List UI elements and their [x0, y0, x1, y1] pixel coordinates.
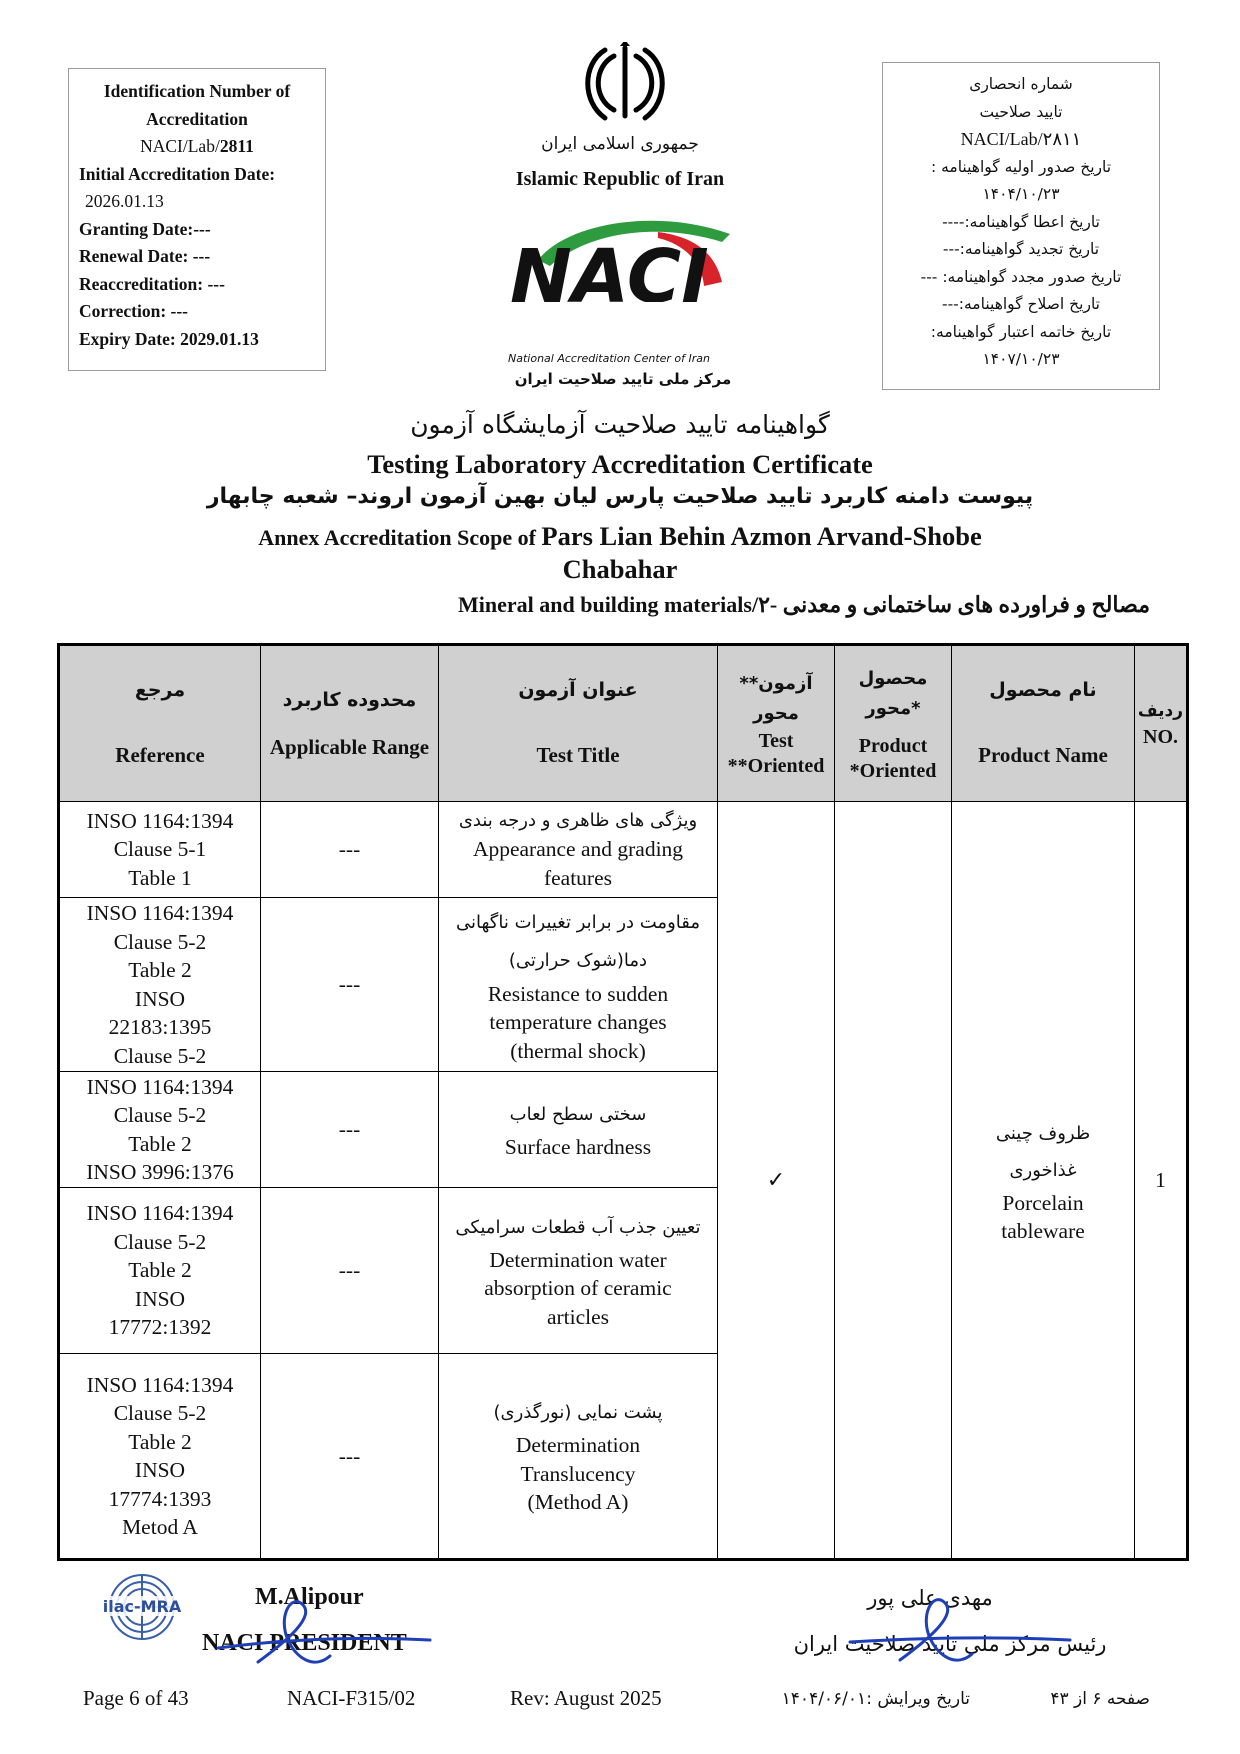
ref-line: INSO 1164:1394 [86, 1201, 234, 1226]
signature-fa [840, 1594, 1080, 1678]
test-title-fa: پشت نمایی (نورگذری) [493, 1402, 663, 1424]
product-name-en: Porcelain tableware [1001, 1190, 1085, 1243]
fa-line6: تاریخ اعطا گواهینامه:---- [942, 212, 1100, 231]
ref-line: Clause 5-1 [113, 837, 207, 862]
product-name-cell [952, 802, 1135, 1560]
signature-en [198, 1596, 438, 1680]
annex-title-fa: پیوست دامنه کاربرد تایید صلاحیت پارس لیان بهین آزمون اروند– شعبه چابهار [206, 484, 1034, 509]
signer-en: M.Alipour [255, 1584, 364, 1610]
header-product-oriented [835, 645, 952, 802]
ref-cell [59, 802, 261, 898]
annex-title-en-b: Pars Lian Behin Azmon Arvand-Shobe [541, 521, 982, 551]
row-number-cell: 1 [1135, 802, 1188, 1560]
header-test-oriented-fa: آزمون** محور [739, 672, 813, 724]
form-code: NACI-F315/02 [287, 1686, 416, 1710]
logo-sub-fa: مرکز ملی تایید صلاحیت ایران [514, 370, 732, 388]
id-line1: Identification Number of [103, 81, 291, 101]
ref-cell [59, 1188, 261, 1354]
product-oriented-cell [835, 802, 952, 1560]
id-correction: Correction: --- [79, 301, 188, 321]
test-title-fa: سختی سطح لعاب [509, 1104, 647, 1126]
id-initial-date: 2026.01.13 [85, 191, 164, 211]
test-title-en: Determination water absorption of ceramic articles [484, 1247, 672, 1329]
range-cell: --- [261, 802, 439, 898]
fa-line9: تاریخ اصلاح گواهینامه:--- [942, 295, 1100, 313]
annex-title-en [140, 521, 1100, 552]
test-title-cell [439, 898, 718, 1072]
test-title-en: Appearance and grading features [472, 837, 684, 890]
title-fa: گواهینامه تایید صلاحیت آزمایشگاه آزمون [410, 410, 830, 439]
id-reaccreditation: Reaccreditation: --- [79, 273, 225, 294]
ilac-logo-text: ilac-MRA [102, 1597, 182, 1616]
test-oriented-cell [718, 802, 835, 1560]
test-title-cell [439, 802, 718, 898]
id-initial-label: Initial Accreditation Date: [79, 163, 276, 184]
naci-logo [508, 212, 738, 302]
header-reference [59, 645, 261, 802]
header-product-oriented-fa: محصول محور* [858, 667, 928, 719]
ref-line: Metod A [122, 1515, 198, 1539]
range-cell: --- [261, 1188, 439, 1354]
fa-line3: NACI/Lab/۲۸۱۱ [960, 129, 1082, 149]
product-name-fa-2: غذاخوری [1009, 1159, 1077, 1181]
test-title-fa: مقاومت در برابر تغییرات ناگهانی دما(شوک حرارتی) [455, 911, 700, 971]
revision: Rev: August 2025 [510, 1686, 662, 1710]
id-line2: Accreditation [146, 108, 248, 129]
id-number-value: 2811 [219, 136, 254, 156]
role-fa: رئیس مرکز ملی تایید صلاحیت ایران [793, 1632, 1107, 1656]
signer-fa: مهدی علی پور [867, 1586, 993, 1610]
header-test-oriented-en: Test **Oriented [727, 729, 825, 777]
ref-line: INSO 1164:1394 [86, 808, 234, 833]
ref-line: 22183:1395 [108, 1015, 212, 1039]
header-no [1135, 645, 1188, 802]
id-expiry: Expiry Date: 2029.01.13 [79, 328, 259, 349]
fa-line8: تاریخ صدور مجدد گواهینامه: --- [920, 267, 1122, 286]
fa-line11: ۱۴۰۷/۱۰/۲۳ [982, 350, 1060, 368]
emblem-fa-text: جمهوری اسلامی ایران [541, 134, 699, 154]
id-number-prefix: NACI/Lab/ [140, 136, 220, 156]
ref-cell [59, 1072, 261, 1188]
header-test-oriented [718, 645, 835, 802]
fa-line7: تاریخ تجدید گواهینامه:--- [942, 240, 1100, 258]
scope-table [57, 643, 1189, 1561]
annex-title-en-c: Chabahar [562, 554, 678, 584]
header-reference-fa: مرجع [134, 679, 186, 701]
ref-line: 17772:1392 [108, 1315, 212, 1340]
page-fa: صفحه ۶ از ۴۳ [1050, 1689, 1150, 1709]
id-granting: Granting Date:--- [79, 218, 211, 239]
annex-title-en-a: Annex Accreditation Scope of [258, 525, 542, 550]
identification-box [68, 68, 326, 371]
ref-line: INSO [134, 1286, 186, 1311]
header-product-name-fa: نام محصول [989, 679, 1097, 701]
ref-line: Clause 5-2 [113, 1103, 207, 1127]
header-test-title [439, 645, 718, 802]
test-title-fa: تعیین جذب آب قطعات سرامیکی [455, 1216, 701, 1238]
section-heading: Mineral and building materials/مصالح و فراورده های ساختمانی و معدنی -۲ [458, 592, 1150, 617]
header-reference-en: Reference [115, 743, 205, 767]
header-range-en: Applicable Range [269, 734, 430, 759]
ref-cell [59, 1354, 261, 1560]
ref-line: INSO 3996:1376 [86, 1160, 234, 1184]
persian-id-box [882, 62, 1160, 390]
ref-line: INSO [134, 986, 186, 1011]
test-title-en: Resistance to sudden temperature changes (thermal shock) [487, 981, 669, 1063]
page-en: Page 6 of 43 [83, 1686, 189, 1710]
product-name-fa-1: ظروف چینی [995, 1122, 1091, 1144]
ilac-mra-logo [92, 1572, 192, 1642]
ref-cell [59, 898, 261, 1072]
ref-line: Clause 5-2 [113, 1401, 207, 1425]
test-title-fa: ویژگی های ظاهری و درجه بندی [458, 810, 698, 831]
header-range [261, 645, 439, 802]
table-header-row [59, 645, 1188, 802]
check-mark-icon: ✓ [766, 1166, 786, 1192]
header-no-en: NO. [1143, 725, 1178, 748]
ref-line: 17774:1393 [108, 1486, 212, 1511]
header-test-title-en: Test Title [536, 743, 620, 767]
ref-line: INSO [134, 1458, 186, 1482]
header-range-fa: محدوده کاربرد [282, 688, 417, 711]
naci-logo-text: NACI [510, 234, 709, 302]
fa-line5: ۱۴۰۴/۱۰/۲۳ [982, 185, 1060, 203]
header-no-fa: ردیف [1137, 700, 1184, 721]
ref-line: Table 2 [128, 1258, 192, 1283]
ref-line: Table 2 [128, 1429, 192, 1454]
ref-line: INSO 1164:1394 [86, 901, 234, 925]
fa-line2: تایید صلاحیت [979, 102, 1063, 121]
revision-date-fa: تاریخ ویرایش :۱۴۰۴/۰۶/۰۱ [781, 1689, 970, 1709]
ref-line: Table 1 [128, 865, 192, 890]
test-title-en: Surface hardness [504, 1135, 652, 1160]
ref-line: Clause 5-2 [113, 929, 207, 954]
fa-line10: تاریخ خاتمه اعتبار گواهینامه: [930, 322, 1112, 341]
ref-line: INSO 1164:1394 [86, 1372, 234, 1397]
ref-line: Table 2 [128, 1131, 192, 1156]
ref-line: Table 2 [128, 958, 192, 982]
iran-emblem-icon [580, 42, 670, 124]
test-title-en: Determination Translucency (Method A) [515, 1433, 641, 1515]
header-test-title-fa: عنوان آزمون [518, 679, 638, 701]
test-title-cell [439, 1354, 718, 1560]
logo-sub-en: National Accreditation Center of Iran [508, 352, 711, 365]
ref-line: Clause 5-2 [113, 1229, 207, 1254]
fa-line1: شماره انحصاری [969, 75, 1073, 93]
header-product-name-en: Product Name [978, 743, 1108, 767]
role-en: NACI PRESIDENT [202, 1630, 407, 1656]
fa-line4: تاریخ صدور اولیه گواهینامه : [930, 157, 1112, 176]
range-cell: --- [261, 1354, 439, 1560]
title-en: Testing Laboratory Accreditation Certificate [367, 449, 873, 479]
header-product-name [952, 645, 1135, 802]
id-number [79, 133, 315, 161]
ref-line: INSO 1164:1394 [86, 1074, 234, 1099]
table-row [59, 802, 1188, 898]
ref-line: Clause 5-2 [113, 1043, 207, 1068]
header-product-oriented-en: Product *Oriented [849, 734, 937, 782]
emblem-en-text: Islamic Republic of Iran [515, 168, 725, 190]
test-title-cell [439, 1072, 718, 1188]
range-cell: --- [261, 898, 439, 1072]
range-cell: --- [261, 1072, 439, 1188]
id-renewal: Renewal Date: --- [79, 246, 211, 266]
test-title-cell [439, 1188, 718, 1354]
